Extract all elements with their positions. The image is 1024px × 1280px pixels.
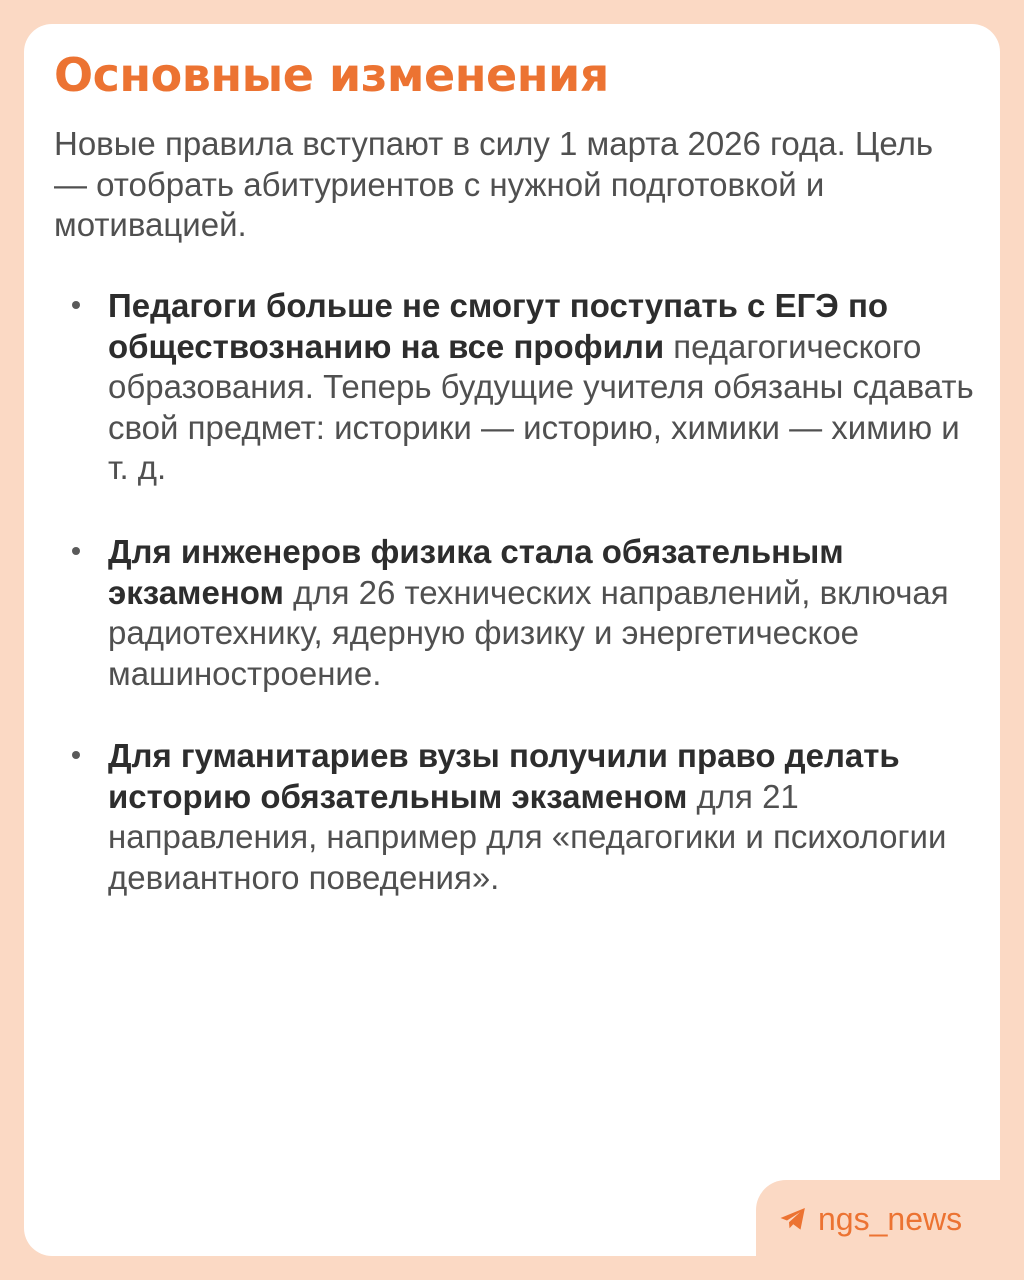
handle-label: ngs_news xyxy=(818,1200,963,1237)
telegram-icon xyxy=(778,1204,808,1234)
bullet-dot xyxy=(72,751,80,759)
telegram-handle[interactable] xyxy=(778,1196,962,1242)
list-item-text: для 21 направления, например для «педагогики и психологии девиантного поведения». xyxy=(108,777,947,896)
list-item xyxy=(108,286,988,489)
list-item-text: педагогического образования. Теперь будущие учителя обязаны сдавать свой предмет: историки — историю, химики — химию и т. д. xyxy=(108,327,974,486)
intro-text: Новые правила вступают в силу 1 марта 2026 года. Цель — отобрать абитуриентов с нужной подготовкой и мотивацией. xyxy=(54,125,934,243)
page-title: Основные изменения xyxy=(54,48,609,102)
list-item xyxy=(108,736,988,898)
list-item-text: для 26 технических направлений, включая радиотехнику, ядерную физику и энергетическое машиностроение. xyxy=(108,573,949,692)
list-item-headline: Педагоги больше не смогут поступать с ЕГЭ по обществознанию на все профили xyxy=(108,287,889,365)
list-item xyxy=(108,532,988,694)
list-item-headline: Для инженеров физика стала обязательным экзаменом xyxy=(108,533,844,611)
bullet-dot xyxy=(72,547,80,555)
bullet-dot xyxy=(72,301,80,309)
list-item-headline: Для гуманитариев вузы получили право делать историю обязательным экзаменом xyxy=(108,737,900,815)
